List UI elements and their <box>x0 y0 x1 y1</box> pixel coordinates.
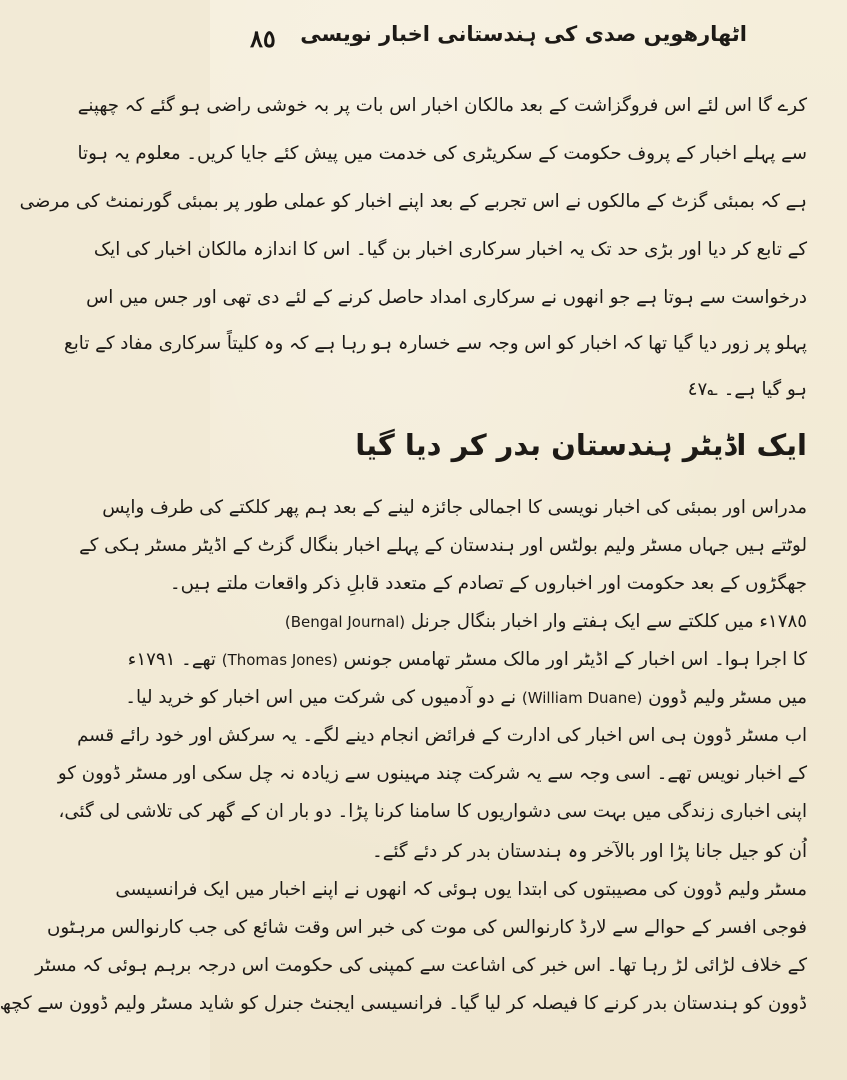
text-line <box>127 642 807 678</box>
text-line: اپنی اخباری زندگی میں بہت سی دشواریوں کا سامنا کرنا پڑا۔ دو بار ان کے گھر کی تلاشی لی گئی، <box>58 801 807 822</box>
text-run: ١٧٨٥ء میں کلکتے سے ایک ہفتے وار اخبار بنگال جرنل <box>410 611 807 632</box>
text-line: کے اخبار نویس تھے۔ اسی وجہ سے یہ شرکت چند مہینوں سے زیادہ نہ چل سکی اور مسٹر ڈوون کو <box>57 763 807 784</box>
text-line: ہو گیا ہے۔ ؎٤٧ <box>687 379 807 400</box>
text-run: تھے۔ ١٧٩١ء <box>127 649 216 670</box>
text-line: اُن کو جیل جانا پڑا اور بالآخر وہ ہندستان بدر کر دئے گئے۔ <box>372 841 807 862</box>
text-line <box>250 604 807 640</box>
text-line: درخواست سے ہوتا ہے جو انھوں نے سرکاری امداد حاصل کرنے کے لئے دی تھی اور جس میں اس <box>86 287 807 308</box>
text-line: فوجی افسر کے حوالے سے لارڈ کارنوالس کی موت کی خبر اس وقت شائع کی جب کارنوالس مرہٹوں <box>47 917 807 938</box>
text-run: کا اجرا ہوا۔ اس اخبار کے اڈیٹر اور مالک مسٹر تھامس جونس <box>343 649 807 670</box>
text-line: اب مسٹر ڈوون ہی اس اخبار کی ادارت کے فرائض انجام دینے لگے۔ یہ سرکش اور خود رائے قسم <box>77 725 807 746</box>
text-run: نے دو آدمیوں کی شرکت میں اس اخبار کو خرید لیا۔ <box>125 687 517 708</box>
text-line: کے خلاف لڑائی لڑ رہا تھا۔ اس خبر کی اشاعت سے کمپنی کی حکومت اس درجہ برہم ہوئی کہ مسٹر <box>35 955 807 976</box>
text-line: مسٹر ولیم ڈوون کی مصیبتوں کی ابتدا یوں ہوئی کہ انھوں نے اپنے اخبار میں ایک فرانسیسی <box>115 879 807 900</box>
section-heading: ایک اڈیٹر ہندستان بدر کر دیا گیا <box>355 428 807 462</box>
text-line: سے پہلے اخبار کے پروف حکومت کے سکریٹری کی خدمت میں پیش کئے جایا کریں۔ معلوم یہ ہوتا <box>77 143 807 164</box>
text-line: ڈوون کو ہندستان بدر کرنے کا فیصلہ کر لیا گیا۔ فرانسیسی ایجنٹ جنرل کو شاید مسٹر ولیم ڈوون سے کچھ <box>0 993 807 1014</box>
text-line: ہے کہ بمبئی گزٹ کے مالکوں نے اس تجربے کے بعد اپنے اخبار کو عملی طور پر بمبئی گورنمنٹ کی مرضی <box>19 191 807 212</box>
latin-term: (William Duane) <box>521 689 643 707</box>
text-line: مدراس اور بمبئی کی اخبار نویسی کا اجمالی جائزہ لینے کے بعد ہم پھر کلکتے کی طرف واپس <box>102 497 807 518</box>
text-line: پہلو پر زور دیا گیا تھا کہ اخبار کو اس وجہ سے خسارہ ہو رہا ہے کہ وہ کلیتاً سرکاری مفاد کے تابع <box>64 333 807 354</box>
text-run: میں مسٹر ولیم ڈوون <box>648 687 807 708</box>
running-title: اٹھارھویں صدی کی ہندستانی اخبار نویسی <box>300 22 747 46</box>
latin-term: (Thomas Jones) <box>221 651 338 669</box>
text-line: کرے گا اس لئے اس فروگزاشت کے بعد مالکان اخبار اس بات پر بہ خوشی راضی ہو گئے کہ چھپنے <box>77 95 807 116</box>
latin-term: (Bengal Journal) <box>284 613 406 631</box>
text-line: جھگڑوں کے بعد حکومت اور اخباروں کے تصادم کے متعدد قابلِ ذکر واقعات ملتے ہیں۔ <box>169 573 807 594</box>
text-line: کے تابع کر دیا اور بڑی حد تک یہ اخبار سرکاری اخبار بن گیا۔ اس کا اندازہ مالکان اخبار کی ایک <box>93 239 807 260</box>
text-line: لوٹتے ہیں جہاں مسٹر ولیم بولٹس اور ہندستان کے پہلے اخبار بنگال گزٹ کے اڈیٹر مسٹر ہکی کے <box>79 535 807 556</box>
text-line <box>125 680 807 716</box>
page-header <box>250 22 807 62</box>
page-number: ٨٥ <box>250 24 276 53</box>
